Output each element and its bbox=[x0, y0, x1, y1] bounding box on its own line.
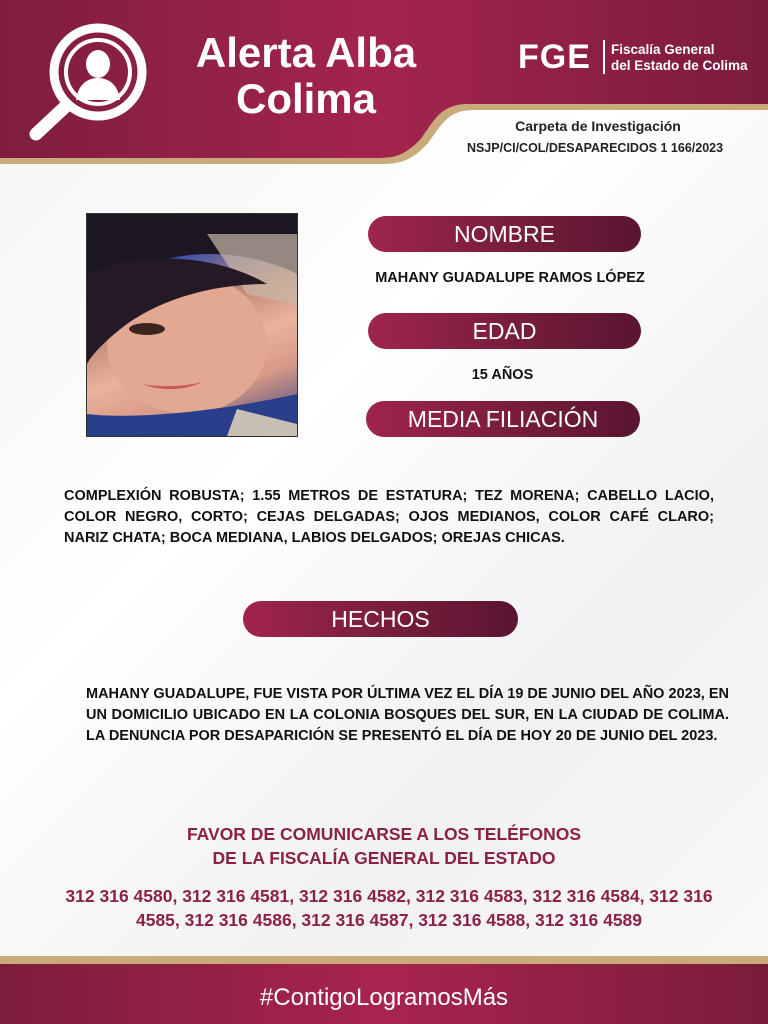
facts-text: MAHANY GUADALUPE, FUE VISTA POR ÚLTIMA VEZ EL DÍA 19 DE JUNIO DEL AÑO 2023, EN UN DOMICILIO UBICADO EN LA COLONIA BOSQUES DEL SUR, EN LA CIUDAD DE COLIMA. LA DENUNCIA POR DESAPARICIÓN SE PRESENTÓ EL DÍA DE HOY 20 DE JUNIO DEL 2023. bbox=[86, 686, 729, 744]
case-file-number: NSJP/CI/COL/DESAPARECIDOS 1 166/2023 bbox=[466, 141, 724, 155]
portrait-illustration bbox=[87, 214, 297, 436]
physical-description: COMPLEXIÓN ROBUSTA; 1.55 METROS DE ESTATURA; TEZ MORENA; CABELLO LACIO, COLOR NEGRO, CORTO; CEJAS DELGADAS; OJOS MEDIANOS, COLOR CAFÉ CLARO; NARIZ CHATA; BOCA MEDIANA, LABIOS DELGADOS; OREJAS CHICAS. bbox=[64, 488, 714, 546]
agency-logo-short: FGE bbox=[518, 38, 591, 76]
contact-line1: FAVOR DE COMUNICARSE A LOS TELÉFONOS bbox=[186, 824, 582, 844]
case-file bbox=[440, 118, 750, 155]
name-label-pill: NOMBRE bbox=[368, 216, 641, 252]
missing-person-photo bbox=[86, 213, 298, 437]
alert-title bbox=[175, 30, 437, 122]
person-age: 15 AÑOS bbox=[471, 367, 534, 383]
search-woman-icon bbox=[26, 14, 156, 144]
description-label-pill: MEDIA FILIACIÓN bbox=[366, 401, 640, 437]
agency-name-line2: del Estado de Colima bbox=[611, 58, 748, 73]
contact-line2: DE LA FISCALÍA GENERAL DEL ESTADO bbox=[212, 848, 556, 868]
alert-title-line1: Alerta Alba bbox=[195, 29, 417, 76]
alert-title-line2: Colima bbox=[235, 75, 377, 122]
agency-name bbox=[611, 42, 748, 74]
agency-name-line1: Fiscalía General bbox=[611, 42, 715, 57]
agency-divider bbox=[603, 40, 605, 74]
age-label-pill: EDAD bbox=[368, 313, 641, 349]
person-name: MAHANY GUADALUPE RAMOS LÓPEZ bbox=[375, 270, 645, 286]
footer-hashtag: #ContigoLogramosMás bbox=[259, 984, 509, 1011]
facts-label-pill: HECHOS bbox=[243, 601, 518, 637]
footer-accent-line bbox=[0, 956, 768, 964]
phone-list: 312 316 4580, 312 316 4581, 312 316 4582, 312 316 4583, 312 316 4584, 312 316 4585, 312 316 4586, 312 316 4587, 312 316 4588, 312 316 4589 bbox=[65, 886, 713, 930]
contact-request bbox=[64, 822, 704, 870]
case-file-label: Carpeta de Investigación bbox=[515, 118, 681, 134]
